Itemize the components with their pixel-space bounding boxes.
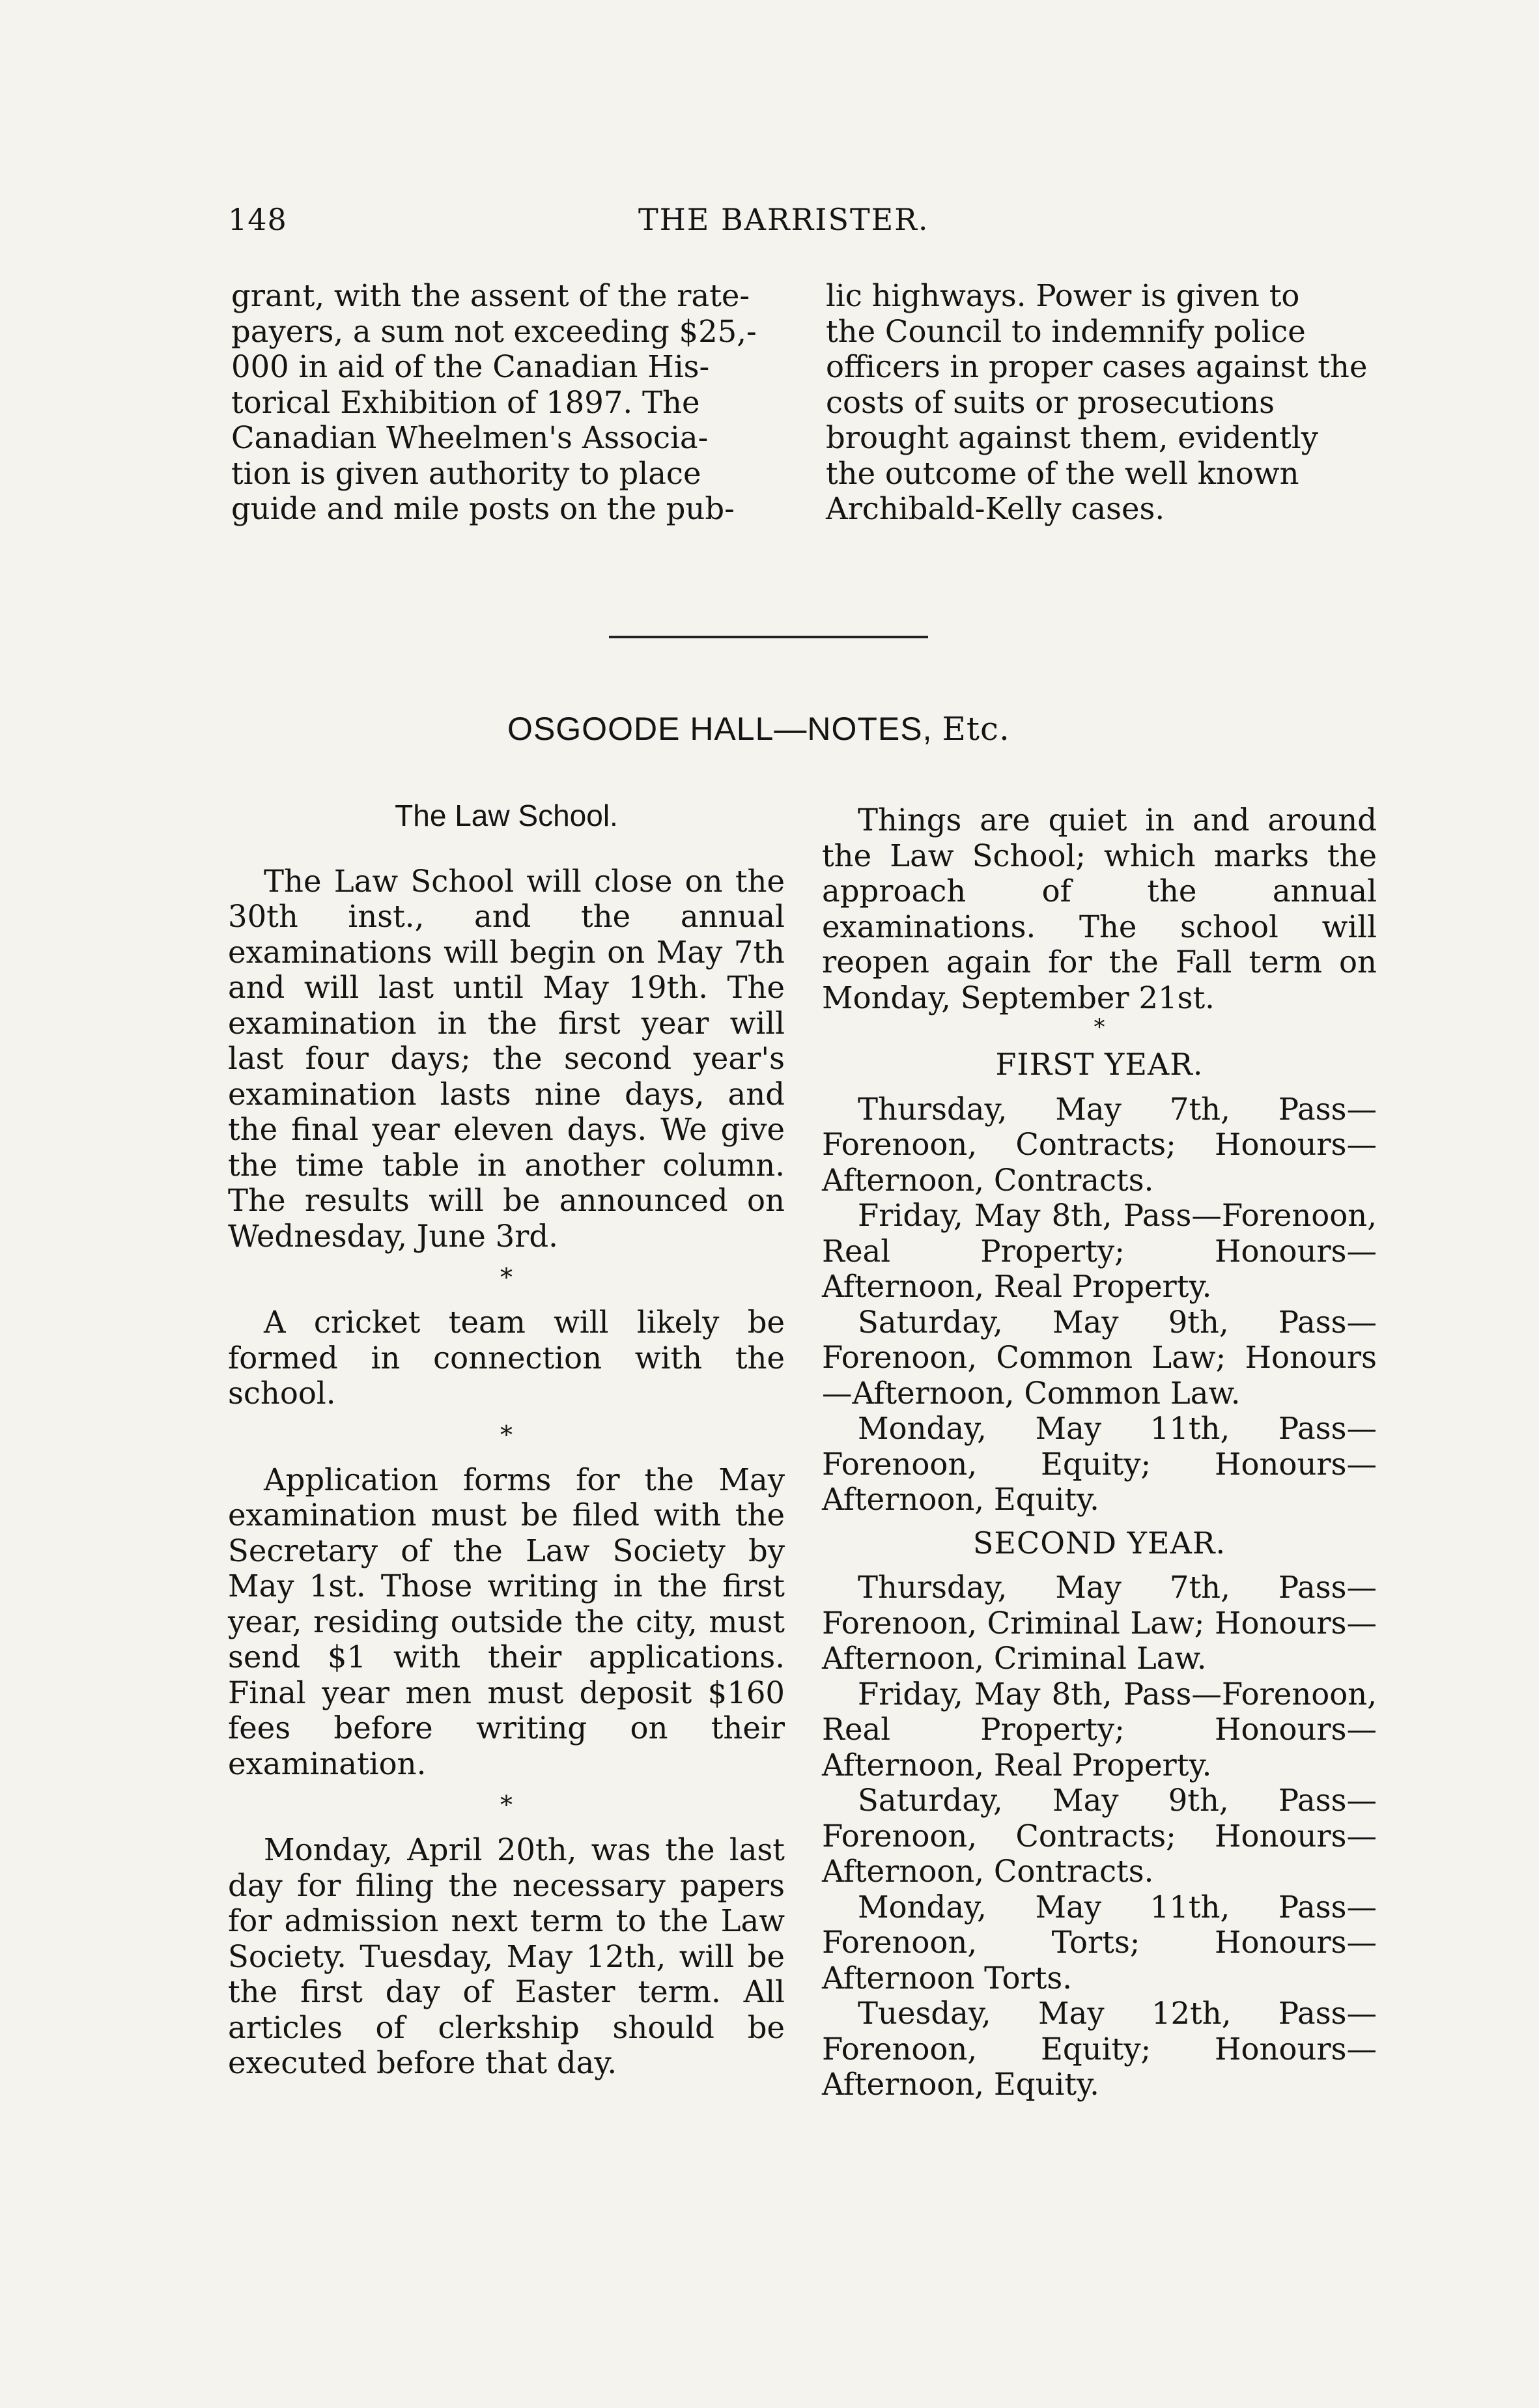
text-line: torical Exhibition of 1897. The [231, 384, 700, 420]
timetable-entry: Thursday, May 7th, Pass—Forenoon, Criminal Law; Honours—Afternoon, Criminal Law. [822, 1570, 1377, 1676]
second-year-heading: SECOND YEAR. [972, 1525, 1226, 1561]
intro-paragraph: Things are quiet in and around the Law School; which marks the approach of the annual examinations. The school will reopen again for the Fall term on Monday, September 21st. [822, 802, 1377, 1015]
separator-asterisk: * [500, 1791, 513, 1819]
separator-asterisk: * [1094, 1014, 1105, 1040]
law-school-heading: The Law School. [395, 799, 618, 832]
timetable-entry: Monday, May 11th, Pass—Forenoon, Torts; Honours—Afternoon Torts. [822, 1889, 1377, 1996]
page-header [228, 202, 1368, 254]
section-title [391, 710, 1127, 748]
timetable-entry: Thursday, May 7th, Pass—Forenoon, Contracts; Honours—Afternoon, Contracts. [822, 1091, 1377, 1198]
paragraph: Application forms for the May examination must be filed with the Secretary of the Law Society by May 1st. Those writing in the first year, residing outside the city, must send $1 with their applications. Final year men must deposit $160 fees before writing on their examination. [228, 1462, 785, 1781]
text-line: officers in proper cases against the [826, 349, 1368, 384]
section-title-suffix: Etc. [942, 710, 1010, 748]
text-line: Canadian Wheelmen's Associa- [231, 420, 709, 455]
timetable-entry: Saturday, May 9th, Pass—Forenoon, Common Law; Honours—Afternoon, Common Law. [822, 1304, 1377, 1411]
paragraph: The Law School will close on the 30th inst., and the annual examinations will begin on May 7th and will last until May 19th. The examination in the first year will last four days; the second year's examination lasts nine days, and the final year eleven days. We give the time table in another column. The results will be announced on Wednesday, June 3rd. [228, 863, 785, 1254]
text-line: the outcome of the well known [826, 455, 1299, 491]
separator-asterisk: * [500, 1263, 513, 1292]
text-line: 000 in aid of the Canadian His- [231, 349, 710, 384]
page-number: 148 [228, 202, 287, 237]
timetable-entry: Monday, May 11th, Pass—Forenoon, Equity; Honours—Afternoon, Equity. [822, 1411, 1377, 1517]
law-school-column [228, 798, 785, 2081]
timetable-entry: Tuesday, May 12th, Pass—Forenoon, Equity; Honours—Afternoon, Equity. [822, 1996, 1377, 2102]
text-line: Archibald-Kelly cases. [826, 491, 1165, 526]
separator-asterisk: * [500, 1420, 513, 1449]
running-title: THE BARRISTER. [638, 202, 929, 237]
timetable-entry: Friday, May 8th, Pass—Forenoon, Real Property; Honours—Afternoon, Real Property. [822, 1198, 1377, 1304]
text-line: the Council to indemnify police [826, 313, 1306, 349]
paragraph: Monday, April 20th, was the last day for filing the necessary papers for admission next term to the Law Society. Tuesday, May 12th, will be the first day of Easter term. All articles of clerkship should be executed before that day. [228, 1832, 785, 2080]
paragraph: A cricket team will likely be formed in connection with the school. [228, 1305, 785, 1411]
timetable-entry: Saturday, May 9th, Pass—Forenoon, Contracts; Honours—Afternoon, Contracts. [822, 1783, 1377, 1889]
section-divider [609, 636, 928, 638]
text-line: tion is given authority to place [231, 455, 701, 491]
top-article-left-column [231, 278, 785, 527]
timetable-column [822, 802, 1377, 2103]
text-line: lic highways. Power is given to [826, 278, 1300, 313]
first-year-heading: FIRST YEAR. [995, 1047, 1204, 1082]
text-line: payers, a sum not exceeding $25,- [231, 313, 757, 349]
text-line: grant, with the assent of the rate- [231, 278, 750, 313]
section-title-text: OSGOODE HALL—NOTES, [507, 711, 933, 747]
top-article-right-column [826, 278, 1376, 527]
timetable-entry: Friday, May 8th, Pass—Forenoon, Real Property; Honours—Afternoon, Real Property. [822, 1676, 1377, 1783]
text-line: costs of suits or prosecutions [826, 384, 1275, 420]
text-line: brought against them, evidently [826, 420, 1319, 455]
text-line: guide and mile posts on the pub- [231, 491, 735, 526]
